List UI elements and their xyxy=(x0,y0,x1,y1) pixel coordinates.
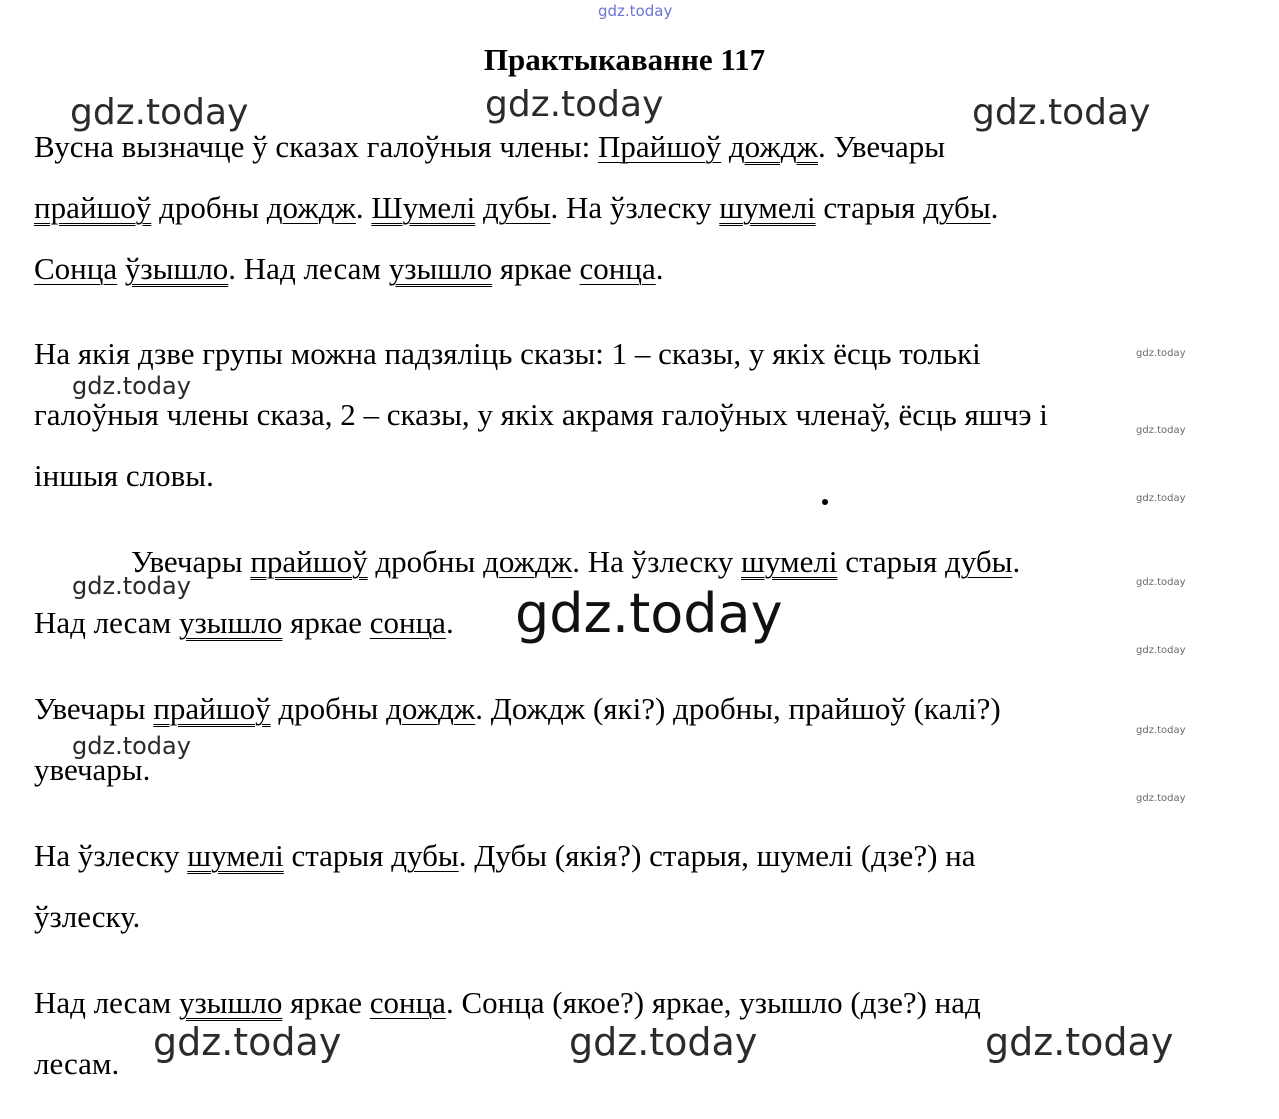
text-line: Вусна вызначце ў сказах галоўныя члены: Прайшоў дождж. Увечары xyxy=(34,129,946,164)
predicate-word: шумелі xyxy=(187,838,284,873)
watermark-text: gdz.today xyxy=(1136,577,1186,588)
watermark-text: gdz.today xyxy=(569,1020,758,1064)
answer-paragraph xyxy=(34,972,1214,1094)
subject-word: дубы xyxy=(944,544,1013,579)
subject-word: дубы xyxy=(482,190,551,225)
watermark-text: gdz.today xyxy=(972,92,1151,133)
predicate-word: прайшоў xyxy=(34,190,152,225)
predicate-word: дождж xyxy=(728,129,818,164)
subject-word: Сонца xyxy=(34,251,118,286)
predicate-word: узышло xyxy=(178,605,283,640)
subject-word: сонца xyxy=(579,251,656,286)
watermark-text: gdz.today xyxy=(1136,493,1186,504)
text-line: На ўзлеску шумелі старыя дубы. Дубы (якія?) старыя, шумелі (дзе?) на xyxy=(34,838,976,873)
text-line: Увечары прайшоў дробны дождж. На ўзлеску шумелі старыя дубы. xyxy=(131,544,1021,579)
predicate-word: Шумелі xyxy=(371,190,476,225)
watermark-text: gdz.today xyxy=(72,572,191,600)
watermark-text: gdz.today xyxy=(153,1020,342,1064)
subject-word: дождж xyxy=(386,691,476,726)
text-line: Над лесам узышло яркае сонца. Сонца (якое?) яркае, узышло (дзе?) над xyxy=(34,985,981,1020)
watermark-text: gdz.today xyxy=(1136,645,1186,656)
text-line: На якія дзве групы можна падзяліць сказы: 1 – сказы, у якіх ёсць толькі xyxy=(34,336,981,371)
predicate-word: прайшоў xyxy=(153,691,271,726)
watermark-text: gdz.today xyxy=(598,2,673,20)
text-line: ўзлеску. xyxy=(34,899,141,934)
predicate-word: шумелі xyxy=(719,190,816,225)
predicate-word: ўзышло xyxy=(124,251,229,286)
subject-word: дождж xyxy=(266,190,356,225)
watermark-text: gdz.today xyxy=(1136,348,1186,359)
task-statement xyxy=(34,116,1214,299)
subject-word: Прайшоў xyxy=(598,129,722,164)
watermark-text: gdz.today xyxy=(985,1020,1174,1064)
text-line: прайшоў дробны дождж. Шумелі дубы. На ўзлеску шумелі старыя дубы. xyxy=(34,190,999,225)
answer-paragraph xyxy=(34,825,1214,947)
watermark-text: gdz.today xyxy=(1136,425,1186,436)
text-line: увечары. xyxy=(34,752,151,787)
subject-word: дождж xyxy=(483,544,573,579)
predicate-word: прайшоў xyxy=(250,544,368,579)
text-line: іншыя словы. xyxy=(34,458,214,493)
subject-word: сонца xyxy=(369,605,446,640)
question-paragraph xyxy=(34,323,1214,506)
watermark-text: gdz.today xyxy=(1136,793,1186,804)
watermark-text: gdz.today xyxy=(70,92,249,133)
text-line: Увечары прайшоў дробны дождж. Дождж (які?) дробны, прайшоў (калі?) xyxy=(34,691,1001,726)
text-line: Над лесам узышло яркае сонца. xyxy=(34,605,454,640)
text-line: лесам. xyxy=(34,1046,120,1081)
page-title: Практыкаванне 117 xyxy=(483,42,766,77)
subject-word: дубы xyxy=(391,838,459,873)
answer-paragraph xyxy=(34,678,1214,800)
subject-word: сонца xyxy=(369,985,446,1020)
watermark-text: gdz.today xyxy=(485,84,664,125)
predicate-word: шумелі xyxy=(741,544,838,579)
text-line: галоўныя члены сказа, 2 – сказы, у якіх акрамя галоўных членаў, ёсць яшчэ і xyxy=(34,397,1048,432)
text-line: Сонца ўзышло. Над лесам узышло яркае сонца. xyxy=(34,251,664,286)
watermark-text: gdz.today xyxy=(515,582,783,645)
predicate-word: узышло xyxy=(388,251,493,286)
watermark-text: gdz.today xyxy=(1136,725,1186,736)
predicate-word: узышло xyxy=(178,985,283,1020)
watermark-text: gdz.today xyxy=(72,732,191,760)
subject-word: дубы xyxy=(923,190,991,225)
watermark-text: gdz.today xyxy=(72,372,191,400)
